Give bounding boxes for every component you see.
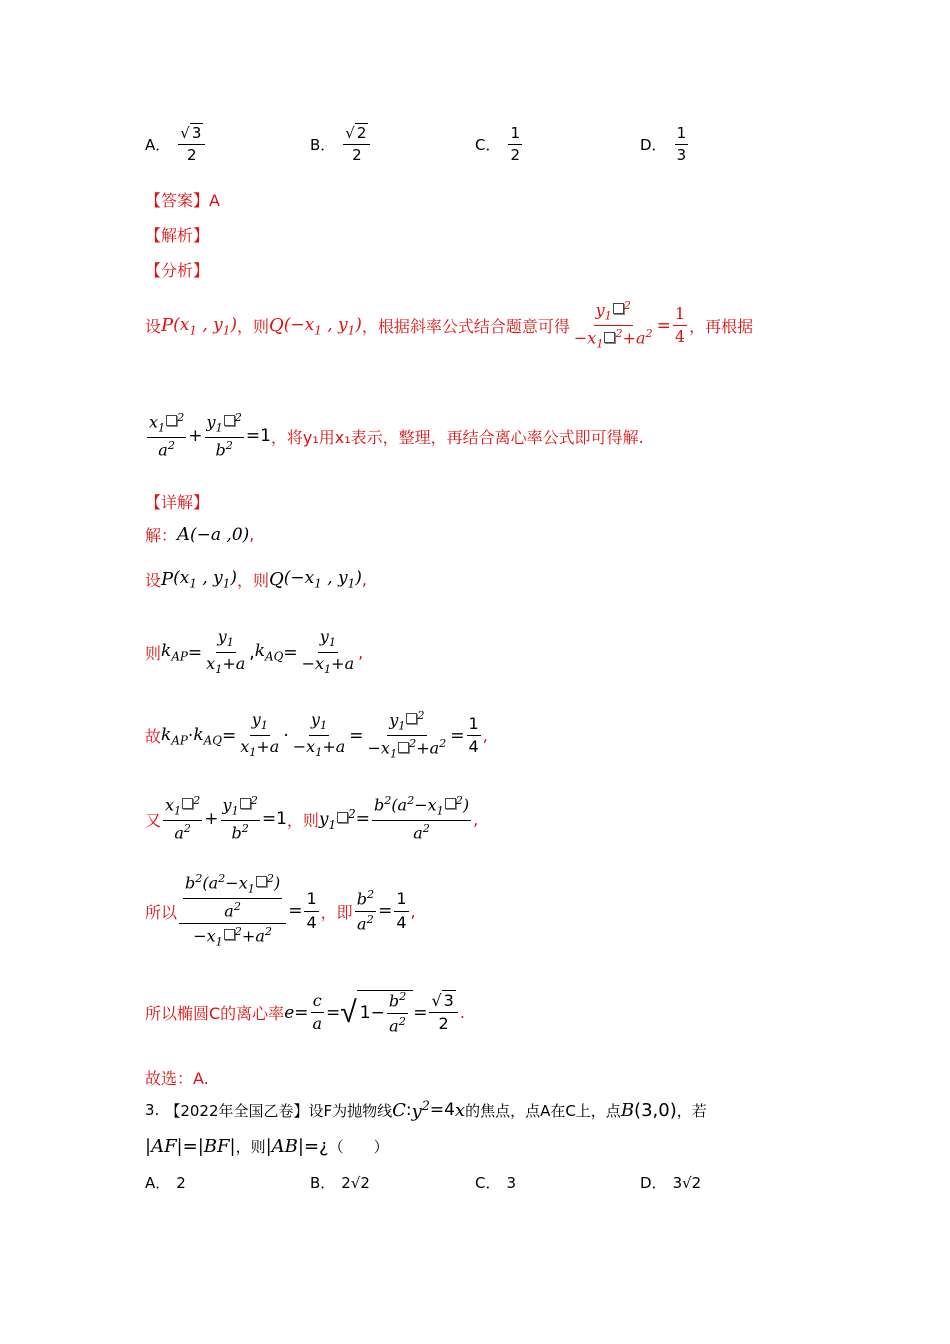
step-6-mid: ，即 [320, 902, 353, 922]
option-d-value: $\frac{1}{3}$ [676, 124, 687, 165]
analysis-1-mid: ，根据斜率公式结合题意可得 [361, 317, 570, 337]
step-5: 又 $\frac{x_1^2}{a^2}$ + $\frac{y_1^2}{b^2}$ =1 ，则 $y_1^2$ = $\frac{b^2(a^2-x_1^2)}{a^2}$ , [145, 794, 479, 843]
question-3-stem-4: ，则 [235, 1138, 266, 1156]
q3-option-c [475, 1172, 516, 1193]
choice-line: 故选：A. [145, 1069, 209, 1088]
question-3-stem-line-1: 3. 【2022年全国乙卷】 设F为抛物线 C : $y^2$ =4 x 的焦点，点A在C上，点 B (3,0) ，若 [145, 1098, 707, 1122]
q3-option-a-label: A． [145, 1174, 171, 1192]
step-3: 则 $k_{AP}$ = $\frac{y_1}{x_1+a}$ , $k_{AQ}$ = $\frac{y_1}{-x_1+a}$ , [145, 627, 364, 677]
question-3-source: 【2022年全国乙卷】 [165, 1101, 309, 1120]
step-1: 解： A (−a ,0) , [145, 524, 255, 545]
fenxi-heading: 【分析】 [145, 261, 210, 280]
step-6-start: 所以 [145, 902, 178, 922]
analysis-line-2: $\frac{x_1^2}{a^2}$ + $\frac{y_1^2}{b^2}$ =1 ，将y₁用x₁表示，整理，再结合离心率公式即可得解. [149, 411, 644, 460]
question-3-stem-5: （ ） [328, 1138, 389, 1156]
q3-option-c-label: C． [475, 1174, 501, 1192]
answer-line: 【答案】A [145, 191, 220, 210]
question-3-stem-2: 的焦点，点A在C上，点 [465, 1101, 621, 1120]
step-2-then: ，则 [237, 571, 270, 590]
q3-option-d-label: D． [640, 1174, 667, 1192]
xiangjie-heading: 【详解】 [145, 493, 210, 512]
step-7: 所以椭圆C的离心率 e = $\frac{c}{a}$ = √ 1− $\frac{b^2}{a^2}$ = $\frac{√ 3}{2}$ . [145, 990, 465, 1036]
q3-option-b-label: B． [310, 1174, 336, 1192]
option-b-value: $\frac{√ 2}{2}$ [343, 125, 370, 165]
q3-option-a [145, 1172, 186, 1193]
step-3-start: 则 [145, 644, 162, 664]
analysis-1-then: ，则 [237, 317, 270, 337]
step-5-start: 又 [145, 810, 162, 830]
q3-option-d [640, 1172, 701, 1193]
step-6: 所以 $\frac{\frac{b^2(a^2-x_1^2)}{a^2}}{-x_1^2+a^2}$ = $\frac{1}{4}$ ，即 $\frac{b^2}{a^2}$ = $\frac{1}{4}$ , [145, 872, 416, 949]
step-4: 故 $k_{AP}$ · $k_{AQ}$ = $\frac{y_1}{x_1+a}$ · $\frac{y_1}{-x_1+a}$ = $\frac{y_1^2}{-x_1^2+a^2}$ = $\frac{1}{4}$ , [145, 709, 488, 761]
q3-option-b-value: 2√2 [341, 1173, 370, 1192]
option-c-label: C． [475, 136, 501, 155]
question-3-stem-line-2: |AF| = |BF| ，则 |AB| =¿ （ ） [145, 1136, 389, 1157]
option-d [640, 125, 690, 165]
analysis-1-start: 设 [145, 317, 162, 337]
question-3-number: 3. [145, 1101, 160, 1119]
option-b [310, 125, 372, 165]
option-a [145, 125, 207, 165]
step-4-start: 故 [145, 727, 162, 747]
analysis-2-text: ，将y₁用x₁表示，整理，再结合离心率公式即可得解. [270, 427, 644, 447]
option-d-label: D． [640, 136, 667, 155]
step-2-start: 设 [145, 571, 162, 590]
step-1-text: 解： [145, 526, 178, 545]
q3-option-b [310, 1172, 370, 1193]
question-3-stem-1: 设F为抛物线 [308, 1101, 393, 1120]
jiexi-heading: 【解析】 [145, 226, 210, 245]
step-2: 设 P ($x_1$ , $y_1$) ，则 Q ($-x_1$ , $y_1$) , [145, 568, 367, 591]
step-7-start: 所以椭圆C的离心率 [145, 1004, 285, 1024]
question-3-stem-3: ，若 [676, 1101, 707, 1120]
q3-option-a-value: 2 [176, 1173, 186, 1192]
analysis-1-end: ，再根据 [689, 317, 754, 337]
step-5-then: ，则 [286, 810, 319, 830]
q3-option-d-value: 3√2 [672, 1173, 702, 1192]
q3-option-c-value: 3 [506, 1173, 517, 1192]
option-a-label: A． [145, 136, 171, 155]
analysis-line-1: 设 P ($x_1$ , $y_1$) ，则 Q ($-x_1$ , $y_1$) ，根据斜率公式结合题意可得 $\frac{y_1^2}{-x_1^2+a^2}$ = $\frac{1}{4}$ ，再根据 [145, 299, 754, 351]
option-c [475, 125, 524, 165]
option-c-value: $\frac{1}{2}$ [510, 124, 521, 165]
option-b-label: B． [310, 136, 336, 155]
option-a-value: $\frac{√ 3}{2}$ [178, 125, 205, 165]
